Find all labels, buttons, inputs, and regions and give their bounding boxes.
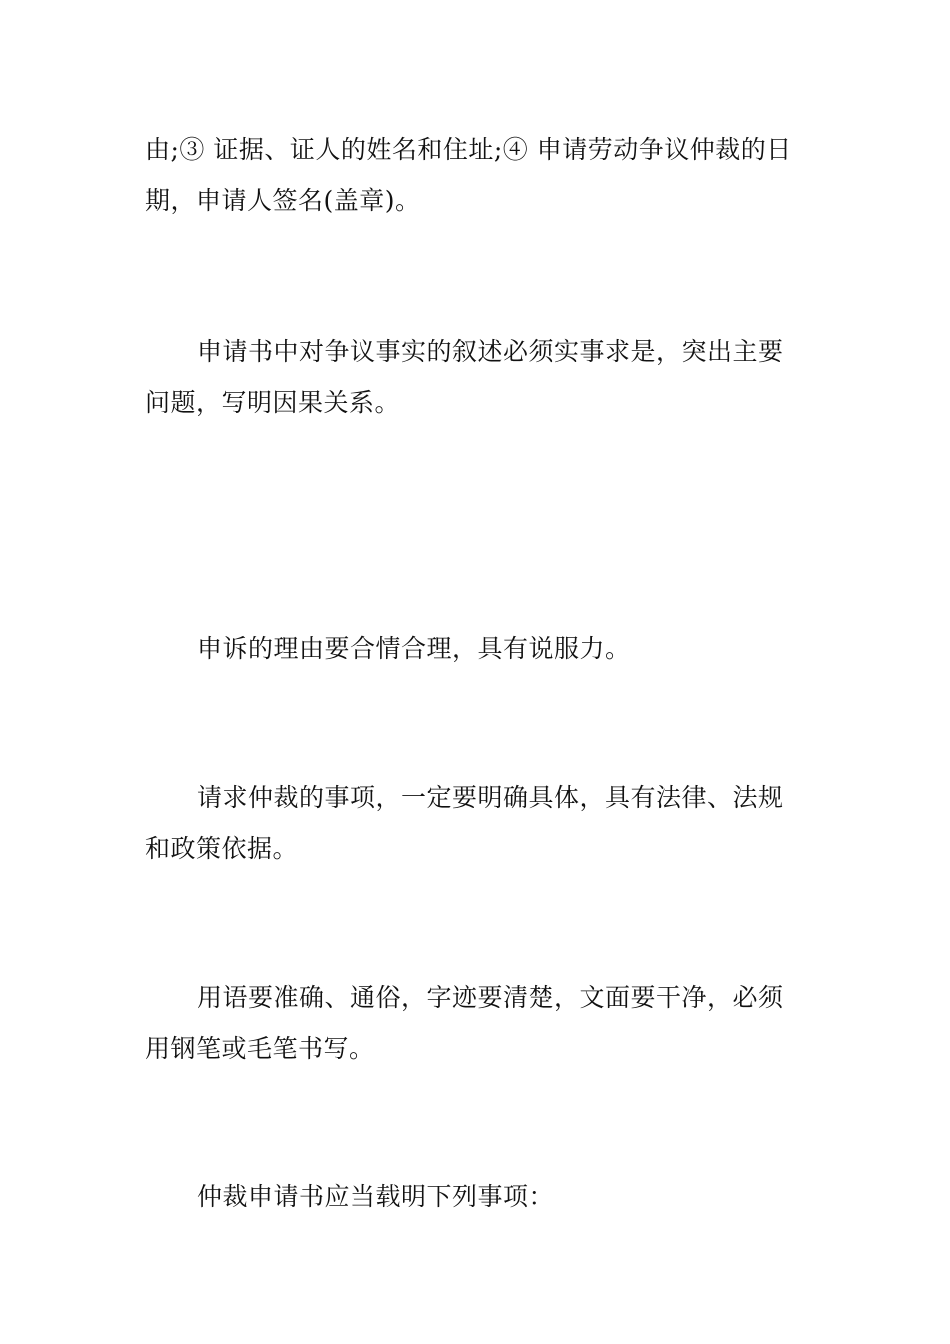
paragraph-arbitration-claims — [145, 772, 810, 874]
text-line: 由;③ 证据、证人的姓名和住址;④ 申请劳动争议仲裁的日 — [145, 135, 792, 164]
text-line: 用语要准确、通俗，字迹要清楚，文面要干净，必须 — [197, 983, 784, 1012]
text-line: 申请书中对争议事实的叙述必须实事求是，突出主要 — [197, 337, 784, 366]
paragraph-language-style — [145, 972, 810, 1074]
text-line: 用钢笔或毛笔书写。 — [145, 1034, 375, 1063]
paragraph-fact-narration — [145, 326, 810, 428]
text-line: 请求仲裁的事项，一定要明确具体，具有法律、法规 — [197, 783, 784, 812]
paragraph-signature-requirements — [145, 124, 810, 226]
paragraph-required-items — [145, 1171, 810, 1222]
text-line: 和政策依据。 — [145, 834, 299, 863]
text-line: 期，申请人签名(盖章)。 — [145, 186, 421, 215]
paragraph-reasons — [145, 623, 810, 674]
text-line: 仲裁申请书应当载明下列事项： — [197, 1182, 555, 1211]
text-line: 问题，写明因果关系。 — [145, 388, 401, 417]
text-line: 申诉的理由要合情合理，具有说服力。 — [197, 634, 631, 663]
